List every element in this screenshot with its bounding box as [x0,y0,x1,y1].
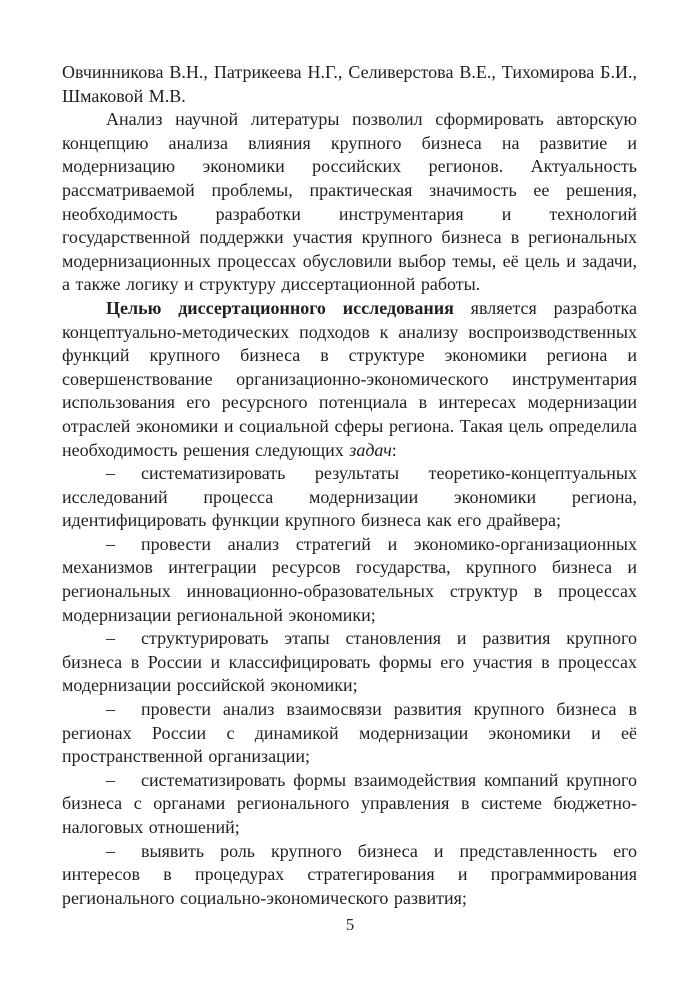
paragraph-literature-analysis: Анализ научной литературы позволил сформировать авторскую концепцию анализа влияния крупного бизнеса на развитие и модернизацию экономики российских регионов. Актуальность рассматриваемой проблемы, практическая значимость ее решения, необходимость разработки инструментария и технологий государственной поддержки участия крупного бизнеса в региональных модернизационных процессах обусловили выбор темы, её цель и задачи, а также логику и структуру диссертационной работы. [62,109,637,295]
goal-tasks-word-italic: задач [349,439,392,460]
task-item-text: провести анализ взаимосвязи развития крупного бизнеса в регионах России с динамикой модернизации экономики и её пространственной организации; [62,699,637,767]
task-item [62,627,637,698]
task-item-text: выявить роль крупного бизнеса и представленность его интересов в процедурах стратегирования и программирования регионального социально-экономического развития; [62,840,637,908]
goal-body-text: является разработка концептуально-методических подходов к анализу воспроизводственных функций крупного бизнеса в структуре экономики региона и совершенствование организационно-экономического инструментария использования его ресурсного потенциала в интересах модернизации отраслей экономики и социальной сферы региона. Такая цель определила необходимость решения следующих [62,297,637,460]
list-dash: – [106,463,115,484]
paragraph-authors: Овчинникова В.Н., Патрикеева Н.Г., Селиверстова В.Е., Тихомирова Б.И., Шмаковой М.В. [62,62,637,106]
goal-colon: : [391,439,397,460]
goal-lead-bold: Целью диссертационного исследования [106,297,454,318]
task-item-text: провести анализ стратегий и экономико-организационных механизмов интеграции ресурсов государства, крупного бизнеса и региональных инновационно-образовательных структур в процессах модернизации региональной экономики; [62,533,637,625]
list-dash: – [106,533,115,554]
task-item [62,840,637,911]
page-number: 5 [345,915,355,934]
page-text-block [62,61,637,910]
task-item [62,698,637,769]
paragraph-research-goal [62,297,637,462]
task-item-text: систематизировать результаты теоретико-концептуальных исследований процесса модернизации экономики региона, идентифицировать функции крупного бизнеса как его драйвера; [62,463,637,531]
task-item-text: структурировать этапы становления и развития крупного бизнеса в России и классифицировать формы его участия в процессах модернизации российской экономики; [62,628,637,696]
task-item [62,769,637,840]
list-dash: – [106,840,115,861]
list-dash: – [106,769,115,790]
task-item-text: систематизировать формы взаимодействия компаний крупного бизнеса с органами регионального управления в системе бюджетно-налоговых отношений; [62,769,637,837]
task-item [62,533,637,627]
list-dash: – [106,699,115,720]
list-dash: – [106,628,115,649]
task-item [62,462,637,533]
